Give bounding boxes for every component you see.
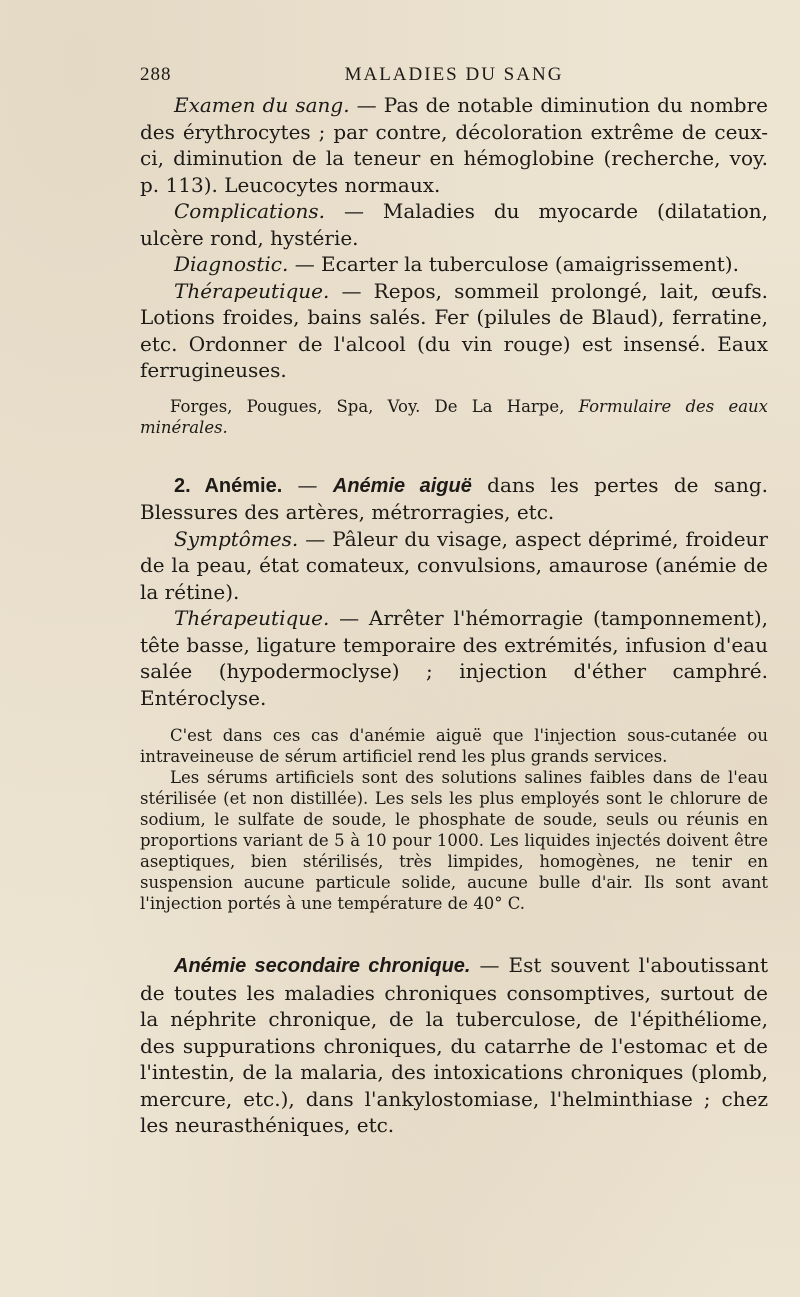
complications-text: — Maladies du myocarde (dilatation, ulcère rond, hystérie. — [140, 199, 768, 250]
paragraph-complications — [140, 198, 768, 251]
section-intro: dans les pertes de sang. Blessures des artères, métrorragies, etc. — [140, 472, 768, 524]
paragraph-diagnostic — [140, 251, 768, 278]
therapeutique-label-2: Thérapeutique. — [174, 606, 330, 630]
note-text: Forges, Pougues, Spa, Voy. De La Harpe, — [170, 396, 579, 416]
therapeutique-label-1: Thérapeutique. — [174, 278, 330, 303]
paragraph-therapeutique-1 — [140, 278, 768, 384]
chronic-section-title: Anémie secondaire chronique. — [174, 955, 471, 977]
note-eaux-minerales — [140, 396, 768, 438]
section-number-label: 2. Anémie. — [174, 474, 283, 497]
chronic-section-text: — Est souvent l'aboutissant de toutes les maladies chroniques consomptives, surtout de la néphrite chronique, de la tuberculose, de l'épithéliome, des suppurations chroniques, du catarrhe de l'estomac et de l'intestin, de la malaria, des intoxications chroniques (plomb, mercure, etc.), dans l'ankylostomiase, l'helminthiase ; chez les neurasthéniques, etc. — [140, 953, 768, 1137]
paragraph-therapeutique-2 — [140, 605, 768, 711]
note-italic: Formulaire des eaux minérales. — [140, 396, 768, 437]
paragraph-anemie-chronique — [140, 952, 768, 1139]
diagnostic-label: Diagnostic. — [174, 252, 289, 276]
note-serums: Les sérums artificiels sont des solutions salines faibles dans de l'eau stérilisée (et non distillée). Les sels les plus employés sont le chlorure de sodium, le sulfate de soude, le phosphate de soude, seuls ou réunis en proportions variant de 5 à 10 pour 1000. Les liquides injectés doivent être aseptiques, bien stérilisés, très limpides, homogènes, ne tenir en suspension aucune particule solide, aucune bulle d'air. Ils sont avant l'injection portés à une température de 40° C. — [140, 768, 768, 913]
therapeutique-text-1: — Repos, sommeil prolongé, lait, œufs. Lotions froides, bains salés. Fer (pilules de Blaud), ferratine, etc. Ordonner de l'alcool (du vin rouge) est insensé. Eaux ferrugineuses. — [140, 278, 768, 382]
section-dash: — — [282, 472, 333, 497]
paragraph-anemie-aigue — [140, 472, 768, 526]
section-subtitle: Anémie aiguë — [332, 474, 472, 497]
symptomes-label: Symptômes. — [174, 526, 299, 551]
book-page — [140, 58, 768, 1139]
note-injection: C'est dans ces cas d'anémie aiguë que l'injection sous-cutanée ou intraveineuse de sérum artificiel rend les plus grands services. — [140, 726, 768, 766]
symptomes-text: — Pâleur du visage, aspect déprimé, froideur de la peau, état comateux, convulsions, amaurose (anémie de la rétine). — [140, 526, 768, 604]
running-header — [140, 58, 768, 92]
running-title: MALADIES DU SANG — [344, 64, 564, 85]
complications-label: Complications. — [174, 199, 326, 223]
diagnostic-text: — Ecarter la tuberculose (amaigrissement). — [288, 252, 739, 276]
page-number: 288 — [140, 64, 172, 85]
examen-label: Examen du sang. — [174, 93, 350, 117]
therapeutique-text-2: — Arrêter l'hémorragie (tamponnement), tête basse, ligature temporaire des extrémités, infusion d'eau salée (hypodermoclyse) ; injection d'éther camphré. Entéroclyse. — [140, 606, 768, 710]
paragraph-examen — [140, 92, 768, 198]
examen-text: — Pas de notable diminution du nombre des érythrocytes ; par contre, décoloration extrême de ceux-ci, diminution de la teneur en hémoglobine (recherche, voy. p. 113). Leucocytes normaux. — [140, 93, 768, 197]
paragraph-symptomes — [140, 526, 768, 606]
